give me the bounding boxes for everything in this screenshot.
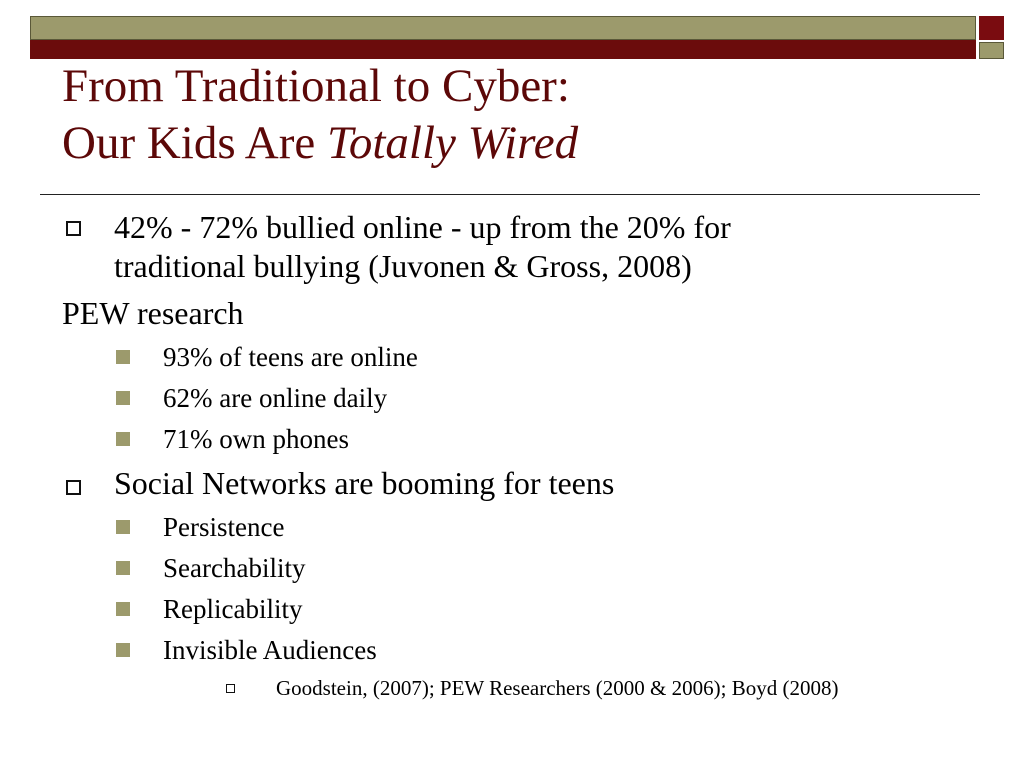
square-bullet-icon bbox=[116, 561, 130, 575]
social-item-4: Invisible Audiences bbox=[163, 635, 377, 665]
small-hollow-square-bullet-icon bbox=[226, 684, 235, 693]
title-line-2-italic: Totally Wired bbox=[327, 117, 579, 169]
citation: Goodstein, (2007); PEW Researchers (2000 & 2006); Boyd (2008) bbox=[276, 676, 839, 700]
title-line-1: From Traditional to Cyber: bbox=[62, 60, 570, 112]
title-line-2-prefix: Our Kids Are bbox=[62, 117, 327, 169]
social-item-2: Searchability bbox=[163, 553, 306, 583]
bullet-1-line-1: 42% - 72% bullied online - up from the 20% for bbox=[114, 209, 731, 245]
square-bullet-icon bbox=[116, 391, 130, 405]
bullet-1-line-2: traditional bullying (Juvonen & Gross, 2008) bbox=[114, 248, 692, 284]
square-bullet-icon bbox=[116, 432, 130, 446]
social-item-1: Persistence bbox=[163, 512, 285, 542]
pew-item-3: 71% own phones bbox=[163, 424, 349, 454]
hollow-square-bullet-icon bbox=[66, 221, 81, 236]
pew-research-heading: PEW research bbox=[62, 295, 244, 331]
square-bullet-icon bbox=[116, 520, 130, 534]
hollow-square-bullet-icon bbox=[66, 480, 81, 495]
social-item-3: Replicability bbox=[163, 594, 303, 624]
social-networks-bullet: Social Networks are booming for teens bbox=[114, 465, 615, 501]
square-bullet-icon bbox=[116, 643, 130, 657]
square-bullet-icon bbox=[116, 350, 130, 364]
pew-item-1: 93% of teens are online bbox=[163, 342, 418, 372]
square-bullet-icon bbox=[116, 602, 130, 616]
pew-item-2: 62% are online daily bbox=[163, 383, 388, 413]
